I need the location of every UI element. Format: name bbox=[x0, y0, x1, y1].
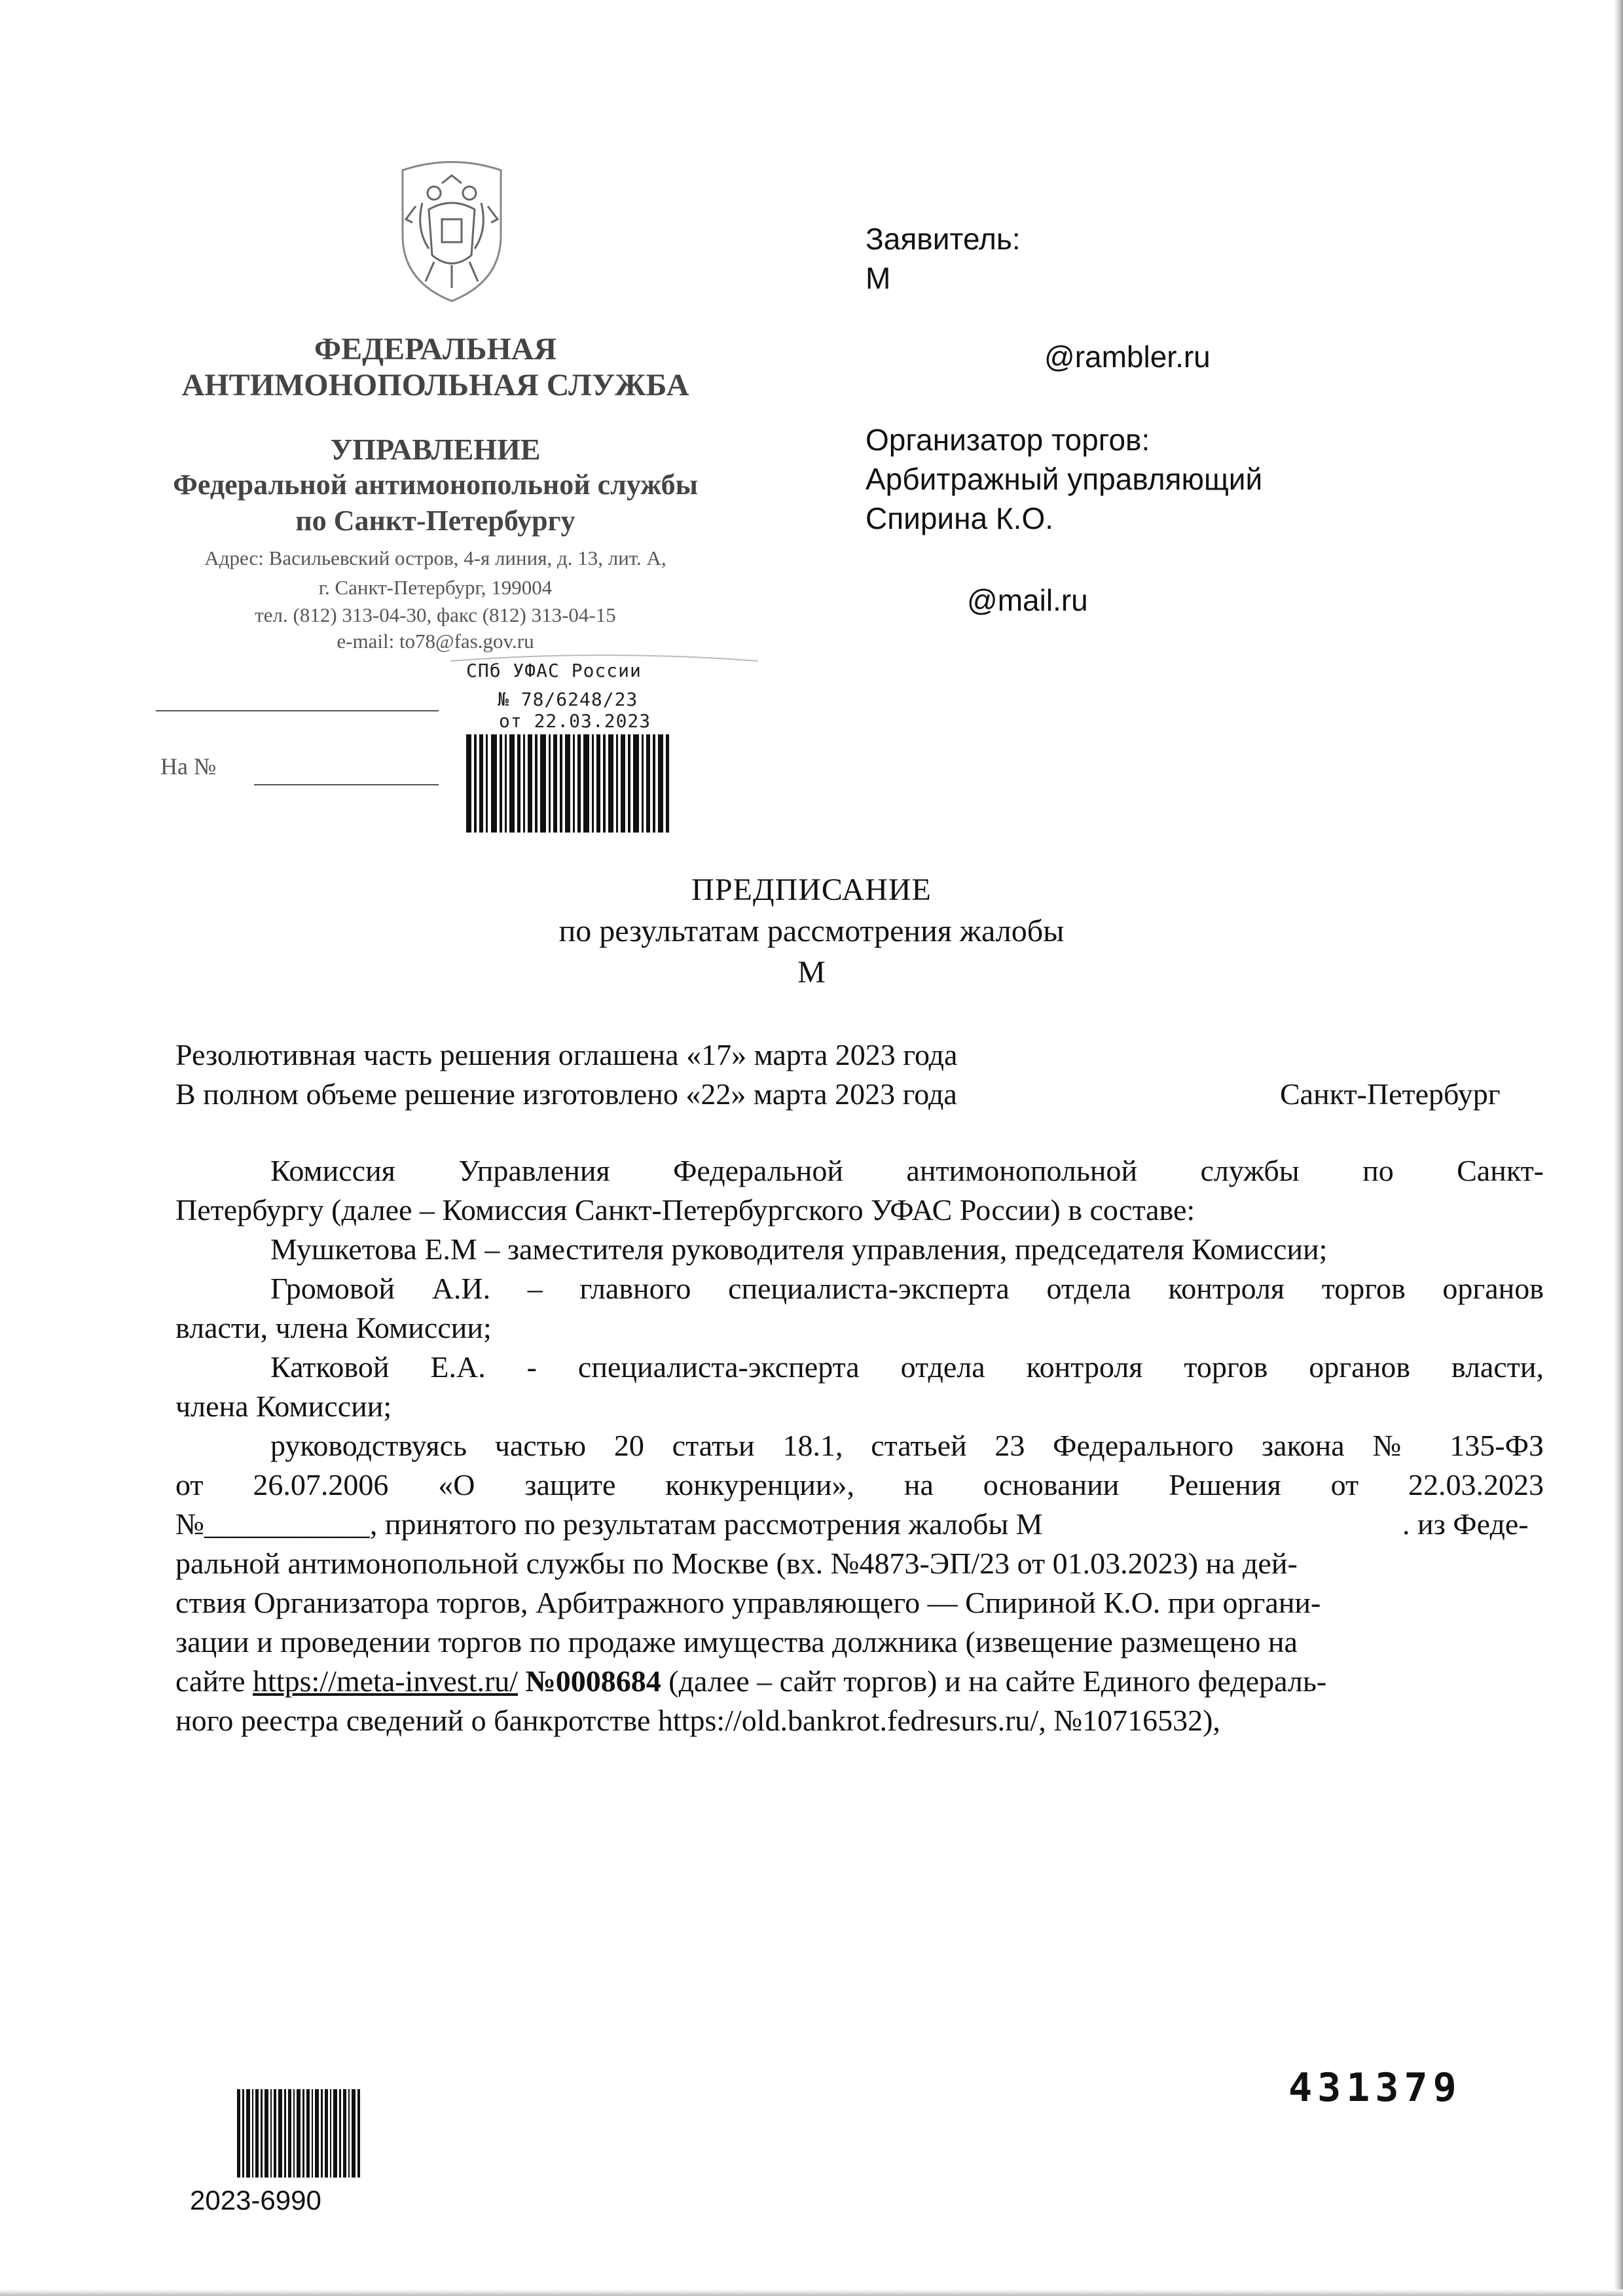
applicant-name: М bbox=[866, 261, 891, 295]
department-line3: по Санкт-Петербургу bbox=[295, 505, 575, 537]
department-title: УПРАВЛЕНИЕ bbox=[330, 433, 541, 466]
auction-site-link[interactable]: https://meta-invest.ru/ bbox=[253, 1664, 519, 1698]
resolution-date-line: Резолютивная часть решения оглашена «17» марта 2023 года bbox=[175, 1038, 958, 1071]
body-line: ствия Организатора торгов, Арбитражного управляющего — Спириной К.О. при органи- bbox=[175, 1586, 1321, 1619]
stamp-line2: № 78/6248/23 bbox=[498, 689, 638, 710]
organizer-email: @mail.ru bbox=[967, 583, 1088, 617]
notice-number: №0008684 bbox=[518, 1664, 661, 1698]
body-line: ральной антимонопольной службы по Москве (вх. №4873-ЭП/23 от 01.03.2023) на дей- bbox=[175, 1547, 1298, 1580]
address-email: e-mail: to78@fas.gov.ru bbox=[337, 630, 534, 653]
scan-edge-bottom bbox=[0, 2289, 1623, 2296]
body-text: сайте bbox=[175, 1664, 253, 1698]
applicant-email: @rambler.ru bbox=[1044, 340, 1211, 374]
body-line: Мушкетова Е.М – заместителя руководителя управления, председателя Комиссии; bbox=[270, 1232, 1328, 1266]
stamp-line1: СПб УФАС России bbox=[466, 660, 642, 681]
body-line: Петербургу (далее – Комиссия Санкт-Петербургского УФАС России) в составе: bbox=[175, 1193, 1195, 1227]
body-line: Комиссия Управления Федеральной антимонопольной службы по Санкт- bbox=[270, 1154, 1544, 1187]
document-title: ПРЕДПИСАНИЕ bbox=[691, 872, 932, 907]
scan-edge bbox=[1614, 0, 1623, 2296]
org-name-line2: АНТИМОНОПОЛЬНАЯ СЛУЖБА bbox=[181, 368, 689, 403]
body-line: руководствуясь частью 20 статьи 18.1, статьей 23 Федерального закона № 135-ФЗ bbox=[270, 1429, 1544, 1462]
organizer-role: Арбитражный управляющий bbox=[866, 462, 1263, 496]
organizer-label: Организатор торгов: bbox=[866, 423, 1150, 457]
organizer-name: Спирина К.О. bbox=[866, 501, 1054, 535]
reference-blank-line bbox=[254, 784, 439, 785]
address-line3: тел. (812) 313-04-30, факс (812) 313-04-15 bbox=[255, 603, 616, 626]
barcode-icon bbox=[465, 734, 673, 833]
department-line2: Федеральной антимонопольной службы bbox=[173, 469, 698, 501]
city-name: Санкт-Петербург bbox=[1280, 1077, 1501, 1111]
body-line-end: . из Феде- bbox=[1402, 1507, 1529, 1541]
document-subtitle: по результатам рассмотрения жалобы bbox=[558, 914, 1065, 948]
coat-of-arms-icon bbox=[376, 157, 527, 304]
body-line-with-link bbox=[175, 1664, 1326, 1698]
body-text: (далее – сайт торгов) и на сайте Единого федераль- bbox=[661, 1664, 1327, 1698]
body-line: члена Комиссии; bbox=[175, 1390, 392, 1423]
applicant-label: Заявитель: bbox=[866, 222, 1021, 256]
body-line: №___________, принятого по результатам рассмотрения жалобы М bbox=[175, 1507, 1043, 1541]
document-id: 2023-6990 bbox=[190, 2185, 321, 2215]
date-blank-line bbox=[156, 710, 439, 711]
body-line: Громовой А.И. – главного специалиста-эксперта отдела контроля торгов органов bbox=[270, 1272, 1544, 1305]
address-line1: Адрес: Васильевский остров, 4-я линия, д. 13, лит. А, bbox=[204, 547, 666, 569]
stamp-line3: от 22.03.2023 bbox=[499, 710, 651, 732]
body-line: зации и проведении торгов по продаже имущества должника (извещение размещено на bbox=[175, 1625, 1298, 1659]
body-line: Катковой Е.А. - специалиста-эксперта отдела контроля торгов органов власти, bbox=[270, 1350, 1544, 1384]
document-number: 431379 bbox=[1288, 2065, 1462, 2111]
full-decision-date-line: В полном объеме решение изготовлено «22» марта 2023 года bbox=[175, 1077, 957, 1111]
complainant-name: М bbox=[797, 955, 826, 990]
address-line2: г. Санкт-Петербург, 199004 bbox=[318, 576, 553, 599]
body-line: власти, члена Комиссии; bbox=[175, 1311, 492, 1344]
org-name-line1: ФЕДЕРАЛЬНАЯ bbox=[314, 332, 557, 367]
reference-number-label: На № bbox=[160, 753, 217, 780]
barcode-icon bbox=[237, 2089, 361, 2178]
body-line: от 26.07.2006 «О защите конкуренции», на основании Решения от 22.03.2023 bbox=[175, 1468, 1544, 1501]
body-line: ного реестра сведений о банкротстве https://old.bankrot.fedresurs.ru/, №10716532), bbox=[175, 1704, 1220, 1737]
